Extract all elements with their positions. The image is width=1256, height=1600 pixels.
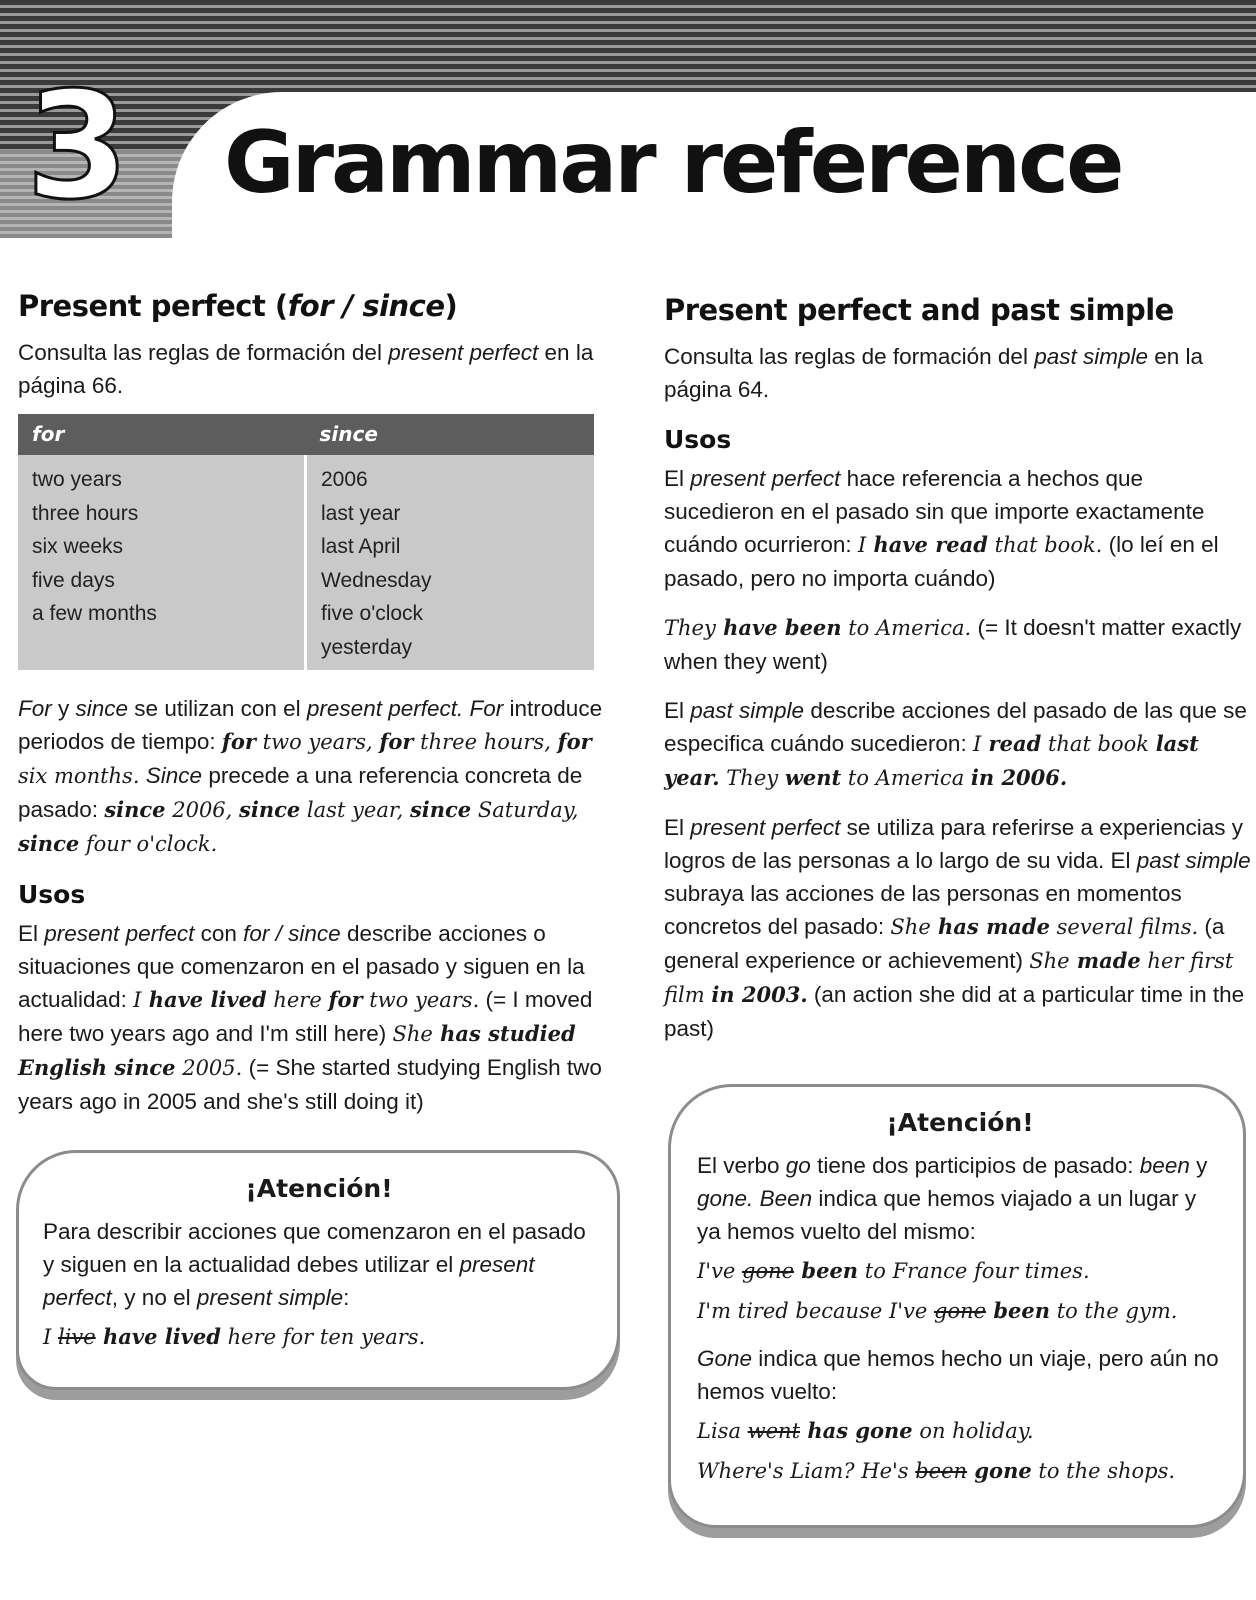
attention-heading: ¡Atención! [245, 1174, 393, 1203]
table-cell: Wednesday [321, 568, 432, 592]
attention-box-left [16, 1150, 620, 1390]
table-header-for: for [18, 414, 306, 455]
usos-paragraph-4: El present perfect se utiliza para referirse a experiencias y logros de las personas a lo largo de su vida. El past simple subraya las acciones de las personas en momentos concretos del pasado: She has made several films. (a general experience or achievement) She made her first film in 2003. (an action she did at a particular time in the past) [664, 815, 1251, 1041]
table-cell: three hours [32, 501, 139, 525]
table-cell: 2006 [321, 468, 368, 491]
left-column [18, 286, 604, 1118]
attention-heading: ¡Atención! [886, 1108, 1034, 1137]
for-since-table [18, 414, 594, 670]
table-cell: yesterday [321, 635, 413, 659]
table-cell: last year [321, 501, 401, 525]
section-heading-for-since: Present perfect (for / since) [18, 289, 458, 323]
table-cell: a few months [32, 602, 157, 625]
table-cell: five days [32, 568, 115, 592]
attention-text-gone: Gone indica que hemos hecho un viaje, pero aún no hemos vuelto: [697, 1346, 1219, 1404]
attention-text-been: El verbo go tiene dos participios de pasado: been y gone. Been indica que hemos viajado a un lugar y ya hemos vuelto del mismo: [697, 1153, 1208, 1244]
intro-paragraph: Consulta las reglas de formación del past simple en la página 64. [664, 344, 1204, 402]
table-cell: last April [321, 535, 401, 558]
table-header-since: since [306, 414, 595, 455]
section-heading-past-simple: Present perfect and past simple [664, 293, 1174, 327]
usos-heading: Usos [664, 425, 732, 454]
table-column-since [306, 455, 595, 670]
attention-box-right [668, 1084, 1246, 1528]
usos-paragraph-3: El past simple describe acciones del pasado de las que se especifica cuándo sucedieron: I read that book last year. They went to America in 2006. [664, 698, 1247, 790]
attention-text: Para describir acciones que comenzaron en el pasado y siguen en la actualidad debes utilizar el present perfect, y no el present simple: [43, 1219, 586, 1310]
for-since-paragraph: For y since se utilizan con el present perfect. For introduce periodos de tiempo: for two years, for three hours, for six months. Since precede a una referencia concreta de pasado: since 2006, since last year, since Saturday, since four o'clock. [18, 696, 603, 856]
usos-paragraph-1: El present perfect hace referencia a hechos que sucedieron en el pasado sin que importe exactamente cuándo ocurrieron: I have read that book. (lo leí en el pasado, pero no importa cuándo) [664, 466, 1219, 591]
attention-example: Where's Liam? He's been gone to the shops. [697, 1458, 1176, 1483]
table-cell: six weeks [32, 535, 124, 558]
usos-paragraph-2: They have been to America. (= It doesn't matter exactly when they went) [664, 615, 1242, 674]
intro-paragraph: Consulta las reglas de formación del present perfect en la página 66. [18, 340, 594, 398]
table-column-for [18, 455, 306, 670]
usos-heading: Usos [18, 880, 86, 909]
attention-example: I'm tired because I've gone been to the gym. [697, 1298, 1178, 1323]
attention-example: I've gone been to France four times. [697, 1258, 1090, 1283]
table-cell: two years [32, 468, 122, 491]
attention-example: Lisa went has gone on holiday. [697, 1418, 1034, 1443]
chapter-number: 3 [26, 60, 125, 232]
usos-paragraph: El present perfect con for / since describe acciones o situaciones que comenzaron en el pasado y siguen en la actualidad: I have lived here for two years. (= I moved here two years ago and I'm still here) She has studied English since 2005. (= She started studying English two years ago in 2005 and she's still doing it) [18, 921, 602, 1114]
right-column [664, 290, 1256, 1045]
page-title: Grammar reference [224, 113, 1122, 213]
attention-example: I live have lived here for ten years. [43, 1324, 426, 1349]
table-cell: five o'clock [321, 602, 424, 625]
